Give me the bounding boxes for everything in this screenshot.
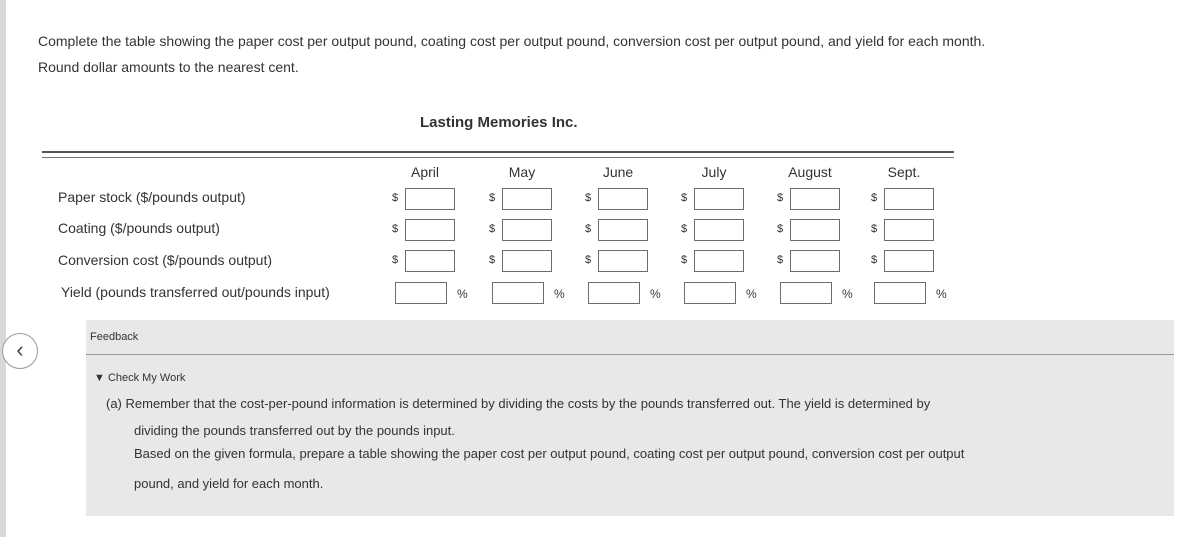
currency-symbol: $: [681, 223, 688, 235]
currency-symbol: $: [871, 254, 878, 266]
currency-symbol: $: [489, 223, 496, 235]
input-row2-col0[interactable]: [405, 250, 455, 272]
currency-symbol: $: [489, 192, 496, 204]
feedback-line-4: pound, and yield for each month.: [134, 476, 324, 491]
input-row3-col5[interactable]: [874, 282, 926, 304]
percent-symbol: %: [842, 287, 853, 301]
input-row0-col0[interactable]: [405, 188, 455, 210]
currency-symbol: $: [585, 223, 592, 235]
input-row1-col0[interactable]: [405, 219, 455, 241]
instructions-line-2: Round dollar amounts to the nearest cent.: [38, 59, 299, 75]
currency-symbol: $: [681, 192, 688, 204]
input-row2-col2[interactable]: [598, 250, 648, 272]
input-row1-col1[interactable]: [502, 219, 552, 241]
currency-symbol: $: [392, 254, 399, 266]
column-header-1: May: [508, 164, 536, 180]
currency-symbol: $: [585, 254, 592, 266]
currency-symbol: $: [585, 192, 592, 204]
check-my-work-toggle[interactable]: ▼ Check My Work: [94, 372, 186, 384]
input-row3-col0[interactable]: [395, 282, 447, 304]
percent-symbol: %: [554, 287, 565, 301]
currency-symbol: $: [871, 192, 878, 204]
input-row0-col5[interactable]: [884, 188, 934, 210]
table-rule-thin: [42, 157, 954, 158]
feedback-line-3: Based on the given formula, prepare a table showing the paper cost per output pound, coating cost per output pound, conversion cost per output: [134, 446, 965, 461]
input-row0-col1[interactable]: [502, 188, 552, 210]
feedback-label: Feedback: [90, 331, 139, 343]
currency-symbol: $: [681, 254, 688, 266]
currency-symbol: $: [777, 192, 784, 204]
column-header-5: Sept.: [887, 164, 921, 180]
table-rule-thick: [42, 151, 954, 153]
feedback-panel: [86, 320, 1174, 516]
column-header-2: June: [602, 164, 634, 180]
row-label-1: Coating ($/pounds output): [58, 220, 220, 236]
input-row2-col1[interactable]: [502, 250, 552, 272]
column-header-4: August: [788, 164, 832, 180]
back-arrow-icon[interactable]: ‹: [2, 333, 38, 369]
instructions-line-1: Complete the table showing the paper cost per output pound, coating cost per output pound, conversion cost per output pound, and yield for each month.: [38, 33, 986, 49]
input-row1-col3[interactable]: [694, 219, 744, 241]
input-row0-col3[interactable]: [694, 188, 744, 210]
input-row3-col4[interactable]: [780, 282, 832, 304]
row-label-3: Yield (pounds transferred out/pounds input): [61, 284, 330, 300]
input-row1-col4[interactable]: [790, 219, 840, 241]
currency-symbol: $: [392, 223, 399, 235]
currency-symbol: $: [777, 254, 784, 266]
input-row0-col4[interactable]: [790, 188, 840, 210]
percent-symbol: %: [936, 287, 947, 301]
column-header-0: April: [410, 164, 439, 180]
feedback-line-2: dividing the pounds transferred out by the pounds input.: [134, 423, 455, 438]
percent-symbol: %: [746, 287, 757, 301]
input-row3-col3[interactable]: [684, 282, 736, 304]
percent-symbol: %: [650, 287, 661, 301]
input-row2-col5[interactable]: [884, 250, 934, 272]
input-row2-col3[interactable]: [694, 250, 744, 272]
input-row2-col4[interactable]: [790, 250, 840, 272]
percent-symbol: %: [457, 287, 468, 301]
currency-symbol: $: [489, 254, 496, 266]
feedback-divider: [86, 354, 1174, 355]
input-row1-col2[interactable]: [598, 219, 648, 241]
column-header-3: July: [701, 164, 727, 180]
row-label-0: Paper stock ($/pounds output): [58, 189, 246, 205]
company-name: Lasting Memories Inc.: [420, 114, 578, 131]
instructions: [38, 28, 1158, 80]
currency-symbol: $: [392, 192, 399, 204]
input-row3-col2[interactable]: [588, 282, 640, 304]
feedback-line-1: (a) Remember that the cost-per-pound information is determined by dividing the costs by the pounds transferred out. The yield is determined by: [106, 396, 931, 411]
row-label-2: Conversion cost ($/pounds output): [58, 252, 273, 268]
left-edge-bar: [0, 0, 6, 537]
input-row1-col5[interactable]: [884, 219, 934, 241]
currency-symbol: $: [777, 223, 784, 235]
input-row0-col2[interactable]: [598, 188, 648, 210]
currency-symbol: $: [871, 223, 878, 235]
input-row3-col1[interactable]: [492, 282, 544, 304]
